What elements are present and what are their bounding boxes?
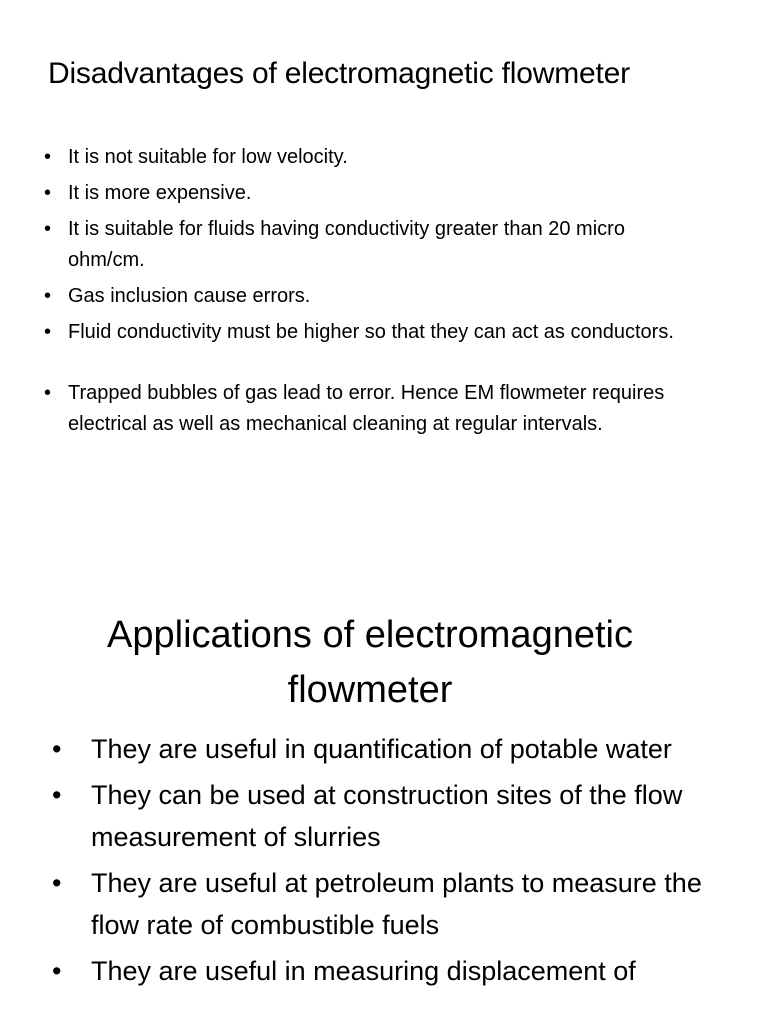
list-item-text: Gas inclusion cause errors. [68, 285, 311, 307]
bullet-icon: • [44, 321, 52, 343]
list-item [44, 317, 704, 348]
list-item-text: It is not suitable for low velocity. [68, 146, 348, 168]
list-item-text: They are useful in quantification of potable water [91, 734, 672, 764]
list-item-text: It is more expensive. [68, 182, 252, 204]
bullet-icon: • [52, 956, 62, 986]
bullet-icon: • [44, 182, 52, 204]
list-item [44, 214, 704, 276]
list-item [52, 728, 732, 770]
disadvantages-list [44, 142, 704, 445]
slide-applications [0, 580, 768, 1024]
list-item [52, 950, 732, 992]
list-item [44, 378, 704, 440]
bullet-icon: • [44, 382, 52, 404]
list-item-text: They are useful in measuring displacement of [91, 956, 636, 986]
list-item [44, 178, 704, 209]
applications-list [52, 728, 732, 996]
slide-title: Applications of electromagnetic flowmeter [107, 614, 633, 711]
list-item-text: They can be used at construction sites of the flow measurement of slurries [91, 780, 683, 852]
slide-title: Disadvantages of electromagnetic flowmeter [48, 57, 630, 90]
bullet-icon: • [52, 734, 62, 764]
list-item-text: Trapped bubbles of gas lead to error. Hence EM flowmeter requires electrical as well as mechanical cleaning at regular intervals. [68, 382, 665, 435]
list-item-text: They are useful at petroleum plants to measure the flow rate of combustible fuels [91, 868, 702, 940]
list-item [52, 774, 732, 858]
list-item-text: It is suitable for fluids having conductivity greater than 20 micro ohm/cm. [68, 218, 625, 271]
list-item [52, 862, 732, 946]
bullet-icon: • [44, 218, 52, 240]
bullet-icon: • [44, 285, 52, 307]
list-item-text: Fluid conductivity must be higher so that they can act as conductors. [68, 321, 674, 343]
list-item [44, 281, 704, 312]
bullet-icon: • [52, 780, 62, 810]
list-item [44, 142, 704, 173]
bullet-icon: • [44, 146, 52, 168]
bullet-icon: • [52, 868, 62, 898]
